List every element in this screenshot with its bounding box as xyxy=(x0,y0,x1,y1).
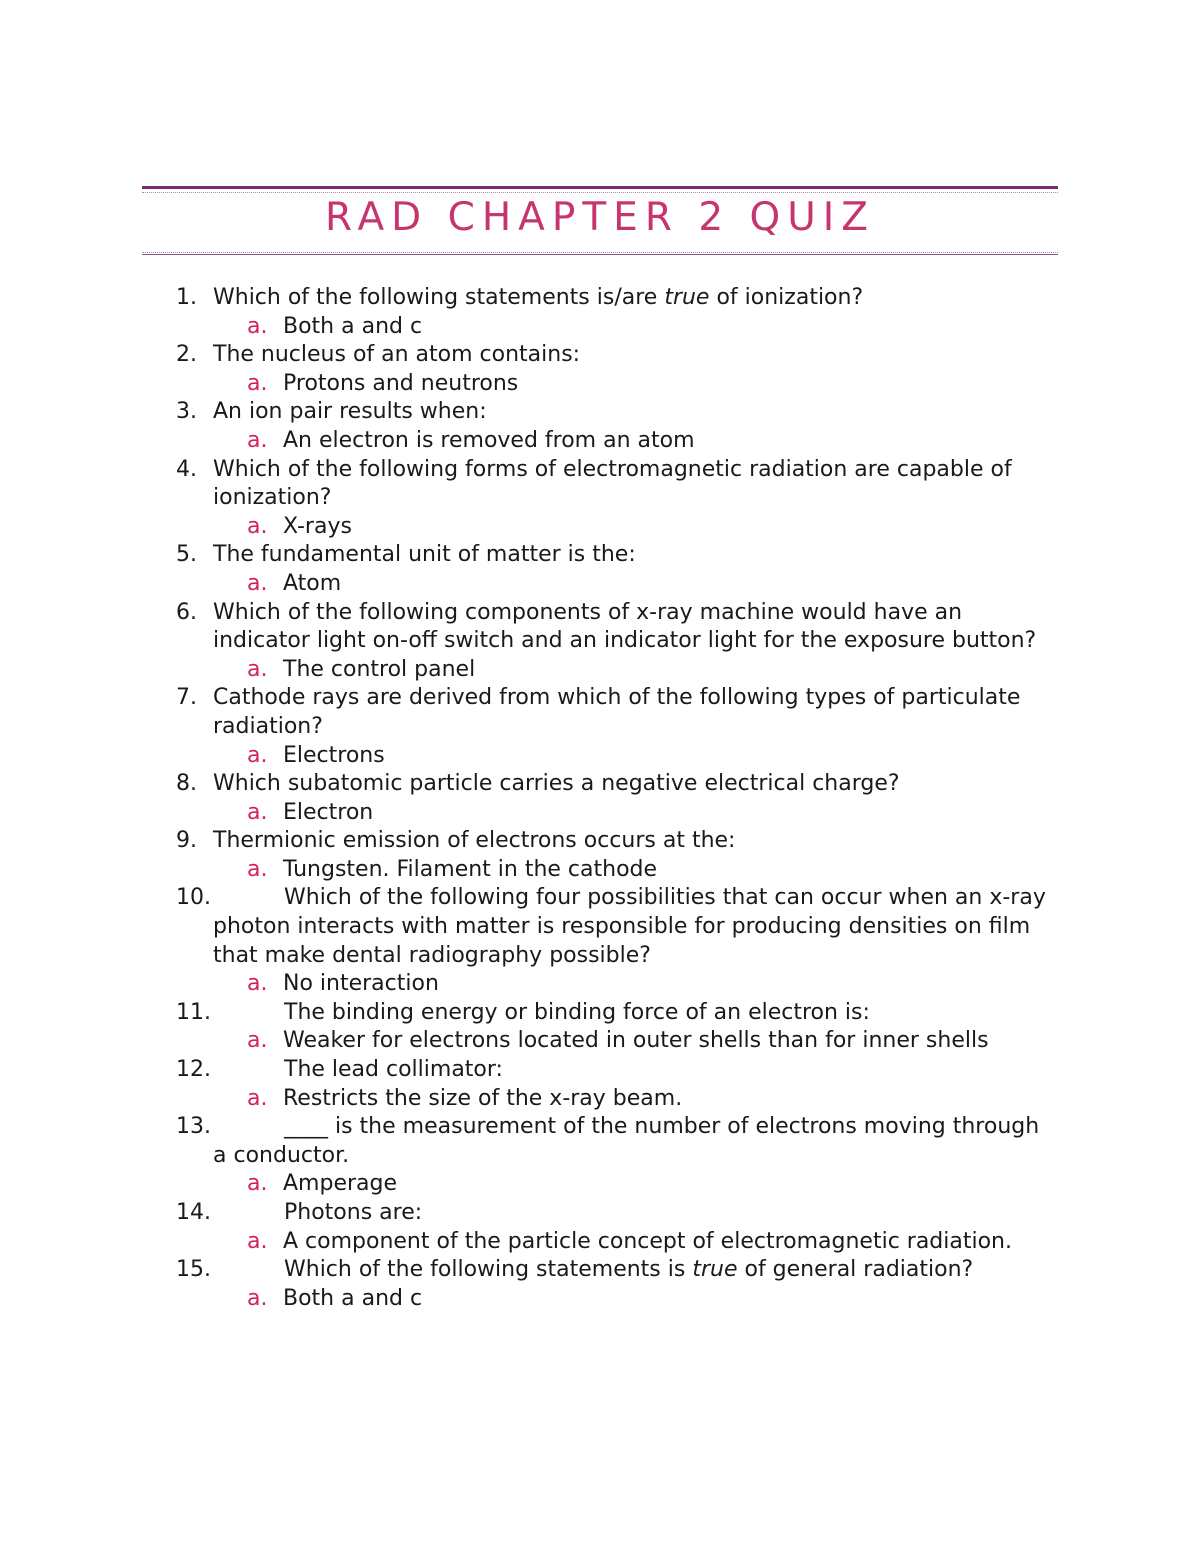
answer-text: Electrons xyxy=(283,742,385,768)
answer-letter: a. xyxy=(247,971,268,997)
question-text: Which of the following statements is true of general radiation? xyxy=(284,1257,974,1283)
question-item xyxy=(0,398,1200,427)
answer-letter: a. xyxy=(247,799,268,825)
answer-item xyxy=(0,570,1200,599)
answer-letter: a. xyxy=(247,370,268,396)
answer-letter: a. xyxy=(247,656,268,682)
question-item xyxy=(0,1199,1200,1228)
answer-item xyxy=(0,513,1200,542)
question-text: Cathode rays are derived from which of the following types of particulate radiation? xyxy=(213,685,1021,739)
question-number: 6. xyxy=(176,599,197,625)
answer-letter: a. xyxy=(247,856,268,882)
question-number: 8. xyxy=(176,771,197,797)
question-item xyxy=(0,827,1200,856)
question-number: 14. xyxy=(176,1200,211,1225)
answer-letter: a. xyxy=(247,427,268,453)
title-top-rule-dotted xyxy=(142,192,1058,193)
answer-text: Atom xyxy=(283,570,342,596)
question-text: The nucleus of an atom contains: xyxy=(213,342,581,368)
answer-text: Both a and c xyxy=(283,313,423,339)
answer-item xyxy=(0,370,1200,399)
question-text: Which subatomic particle carries a negative electrical charge? xyxy=(213,771,900,797)
answer-item xyxy=(0,656,1200,685)
answer-text: The control panel xyxy=(283,656,476,682)
question-text: Photons are: xyxy=(284,1200,423,1225)
answer-item xyxy=(0,856,1200,885)
answer-text: No interaction xyxy=(283,971,439,997)
answer-letter: a. xyxy=(247,313,268,339)
title-top-rule xyxy=(142,186,1058,189)
answer-item xyxy=(0,313,1200,342)
question-text: Thermionic emission of electrons occurs at the: xyxy=(213,828,736,854)
question-item xyxy=(0,884,1200,970)
answer-letter: a. xyxy=(247,742,268,768)
question-number: 3. xyxy=(176,399,197,425)
page-title: RAD CHAPTER 2 QUIZ xyxy=(324,195,875,240)
question-text: Which of the following forms of electromagnetic radiation are capable of ionization? xyxy=(213,456,1012,511)
answer-item xyxy=(0,1085,1200,1114)
answer-text: Both a and c xyxy=(283,1285,423,1311)
title-bottom-rule-dotted xyxy=(142,252,1058,253)
question-number: 9. xyxy=(176,828,197,854)
title-bottom-rule xyxy=(142,254,1058,255)
question-number: 5. xyxy=(176,542,197,568)
question-text: Which of the following four possibilities that can occur when an x-ray photon interacts with matter is responsible for producing densities on film that make dental radiography possible? xyxy=(213,885,1046,968)
quiz-list xyxy=(0,284,1200,1313)
question-item xyxy=(0,770,1200,799)
answer-item xyxy=(0,1170,1200,1199)
answer-letter: a. xyxy=(247,1285,268,1311)
answer-text: X-rays xyxy=(283,513,352,539)
answer-text: An electron is removed from an atom xyxy=(283,427,695,453)
question-number: 15. xyxy=(176,1257,211,1283)
answer-text: Tungsten. Filament in the cathode xyxy=(283,856,658,882)
question-text: The lead collimator: xyxy=(284,1057,503,1083)
answer-text: Weaker for electrons located in outer shells than for inner shells xyxy=(283,1028,989,1054)
answer-item xyxy=(0,1027,1200,1056)
question-text: The fundamental unit of matter is the: xyxy=(213,542,636,568)
question-item xyxy=(0,284,1200,313)
question-text: An ion pair results when: xyxy=(213,399,487,425)
answer-item xyxy=(0,1285,1200,1314)
answer-letter: a. xyxy=(247,1171,268,1197)
question-text: ____ is the measurement of the number of electrons moving through a conductor. xyxy=(213,1114,1040,1168)
answer-text: Protons and neutrons xyxy=(283,370,519,396)
answer-text: Electron xyxy=(283,799,374,825)
question-number: 11. xyxy=(176,999,211,1025)
question-number: 1. xyxy=(176,285,197,310)
answer-letter: a. xyxy=(247,1228,268,1254)
answer-item xyxy=(0,1228,1200,1257)
answer-item xyxy=(0,742,1200,771)
question-number: 7. xyxy=(176,685,197,711)
question-text: Which of the following components of x-ray machine would have an indicator light on-off switch and an indicator light for the exposure button? xyxy=(213,599,1037,654)
answer-letter: a. xyxy=(247,1028,268,1054)
question-number: 13. xyxy=(176,1114,211,1140)
question-item xyxy=(0,999,1200,1028)
question-item xyxy=(0,1113,1200,1170)
question-item xyxy=(0,1056,1200,1085)
answer-item xyxy=(0,427,1200,456)
question-text: Which of the following statements is/are true of ionization? xyxy=(213,285,864,310)
answer-text: Restricts the size of the x-ray beam. xyxy=(283,1085,683,1111)
question-item xyxy=(0,684,1200,741)
question-text: The binding energy or binding force of an electron is: xyxy=(284,999,870,1025)
question-item xyxy=(0,541,1200,570)
answer-item xyxy=(0,970,1200,999)
answer-text: Amperage xyxy=(283,1171,398,1197)
question-number: 4. xyxy=(176,456,197,482)
answer-text: A component of the particle concept of electromagnetic radiation. xyxy=(283,1228,1012,1254)
question-number: 10. xyxy=(176,885,211,911)
answer-letter: a. xyxy=(247,1085,268,1111)
question-item xyxy=(0,1256,1200,1285)
question-item xyxy=(0,341,1200,370)
answer-item xyxy=(0,799,1200,828)
question-number: 2. xyxy=(176,342,197,368)
answer-letter: a. xyxy=(247,513,268,539)
question-item xyxy=(0,456,1200,513)
question-item xyxy=(0,599,1200,656)
question-number: 12. xyxy=(176,1057,211,1083)
answer-letter: a. xyxy=(247,570,268,596)
